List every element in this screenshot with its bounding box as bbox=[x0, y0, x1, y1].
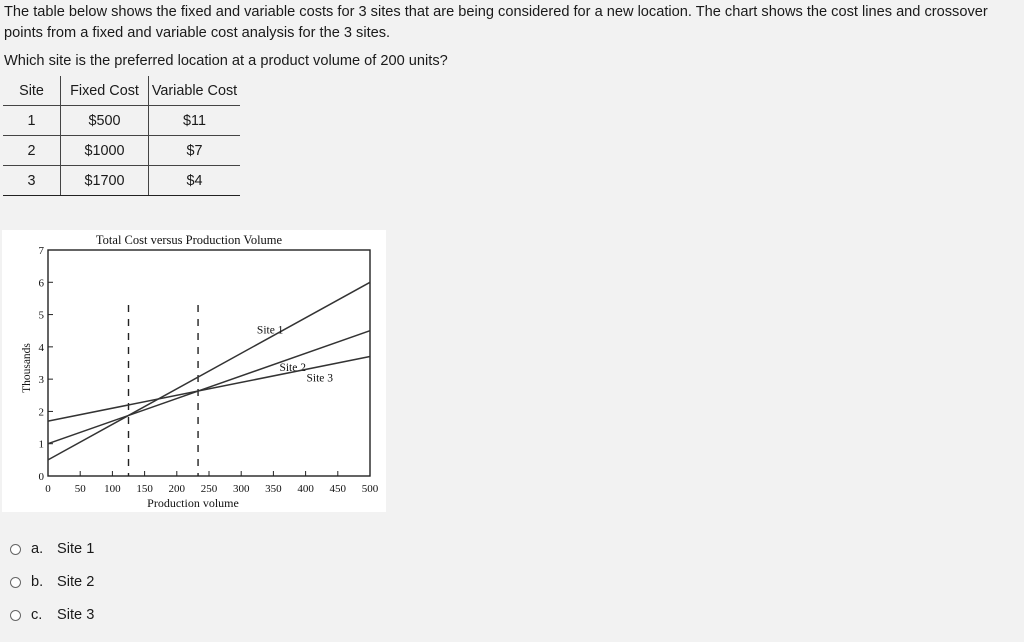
question-prompt: Which site is the preferred location at a product volume of 200 units? bbox=[4, 53, 448, 69]
y-tick-label: 4 bbox=[38, 341, 44, 354]
option-c[interactable] bbox=[10, 604, 210, 626]
cost-table bbox=[3, 76, 240, 196]
series-label: Site 2 bbox=[279, 361, 306, 374]
x-tick-label: 50 bbox=[74, 483, 86, 495]
x-tick-label: 200 bbox=[168, 483, 186, 495]
question-text: The table below shows the fixed and variable costs for 3 sites that are being considered for a new location. The chart shows the cost lines and crossover points from a fixed and variable cost analysis for the 3 sites. bbox=[4, 4, 988, 41]
radio-button[interactable] bbox=[10, 544, 21, 555]
y-tick-label: 3 bbox=[38, 374, 44, 387]
y-tick-label: 5 bbox=[38, 309, 44, 322]
table-cell: $500 bbox=[61, 106, 149, 136]
y-tick-label: 7 bbox=[38, 245, 44, 257]
x-tick-label: 250 bbox=[200, 483, 218, 495]
table-row bbox=[3, 106, 240, 136]
option-letter: a. bbox=[31, 541, 44, 557]
y-axis-label: Thousands bbox=[21, 343, 33, 393]
radio-button[interactable] bbox=[10, 577, 21, 588]
header-site: Site bbox=[3, 76, 61, 106]
x-axis-label: Production volume bbox=[147, 496, 239, 510]
table-cell: $1700 bbox=[61, 166, 149, 196]
table-cell: 2 bbox=[3, 136, 61, 166]
x-tick-label: 450 bbox=[329, 483, 347, 495]
plot-frame bbox=[48, 250, 370, 476]
radio-button[interactable] bbox=[10, 610, 21, 621]
y-tick-label: 0 bbox=[38, 471, 44, 483]
series-label: Site 1 bbox=[256, 324, 284, 337]
option-letter: b. bbox=[31, 574, 44, 590]
x-tick-label: 0 bbox=[45, 483, 51, 495]
option-b[interactable] bbox=[10, 571, 210, 593]
chart-svg bbox=[2, 230, 386, 512]
table-cell: 1 bbox=[3, 106, 61, 136]
table-row bbox=[3, 136, 240, 166]
series-label: Site 3 bbox=[306, 372, 334, 385]
x-tick-label: 300 bbox=[232, 483, 250, 495]
y-tick-label: 1 bbox=[38, 438, 44, 451]
table-cell: $7 bbox=[149, 136, 241, 166]
cost-chart bbox=[2, 230, 386, 512]
y-tick-label: 2 bbox=[38, 406, 44, 419]
option-a[interactable] bbox=[10, 538, 210, 560]
x-tick-label: 500 bbox=[361, 483, 379, 495]
y-tick-label: 6 bbox=[38, 277, 44, 290]
x-tick-label: 150 bbox=[136, 483, 153, 495]
table-header-row bbox=[3, 76, 240, 106]
x-tick-label: 100 bbox=[104, 483, 121, 495]
series-line bbox=[48, 357, 370, 422]
header-fixed-cost: Fixed Cost bbox=[61, 76, 149, 106]
option-letter: c. bbox=[31, 607, 43, 623]
table-cell: $1000 bbox=[61, 136, 149, 166]
x-tick-label: 350 bbox=[265, 483, 282, 495]
table-row bbox=[3, 166, 240, 196]
chart-title: Total Cost versus Production Volume bbox=[95, 233, 283, 247]
series-line bbox=[48, 282, 370, 460]
option-label: Site 2 bbox=[57, 574, 95, 590]
x-tick-label: 400 bbox=[297, 483, 314, 495]
option-label: Site 3 bbox=[57, 607, 95, 623]
table-cell: $11 bbox=[149, 106, 241, 136]
series-line bbox=[48, 331, 370, 444]
option-label: Site 1 bbox=[57, 541, 95, 557]
table-cell: $4 bbox=[149, 166, 241, 196]
table-cell: 3 bbox=[3, 166, 61, 196]
header-variable-cost: Variable Cost bbox=[149, 76, 241, 106]
